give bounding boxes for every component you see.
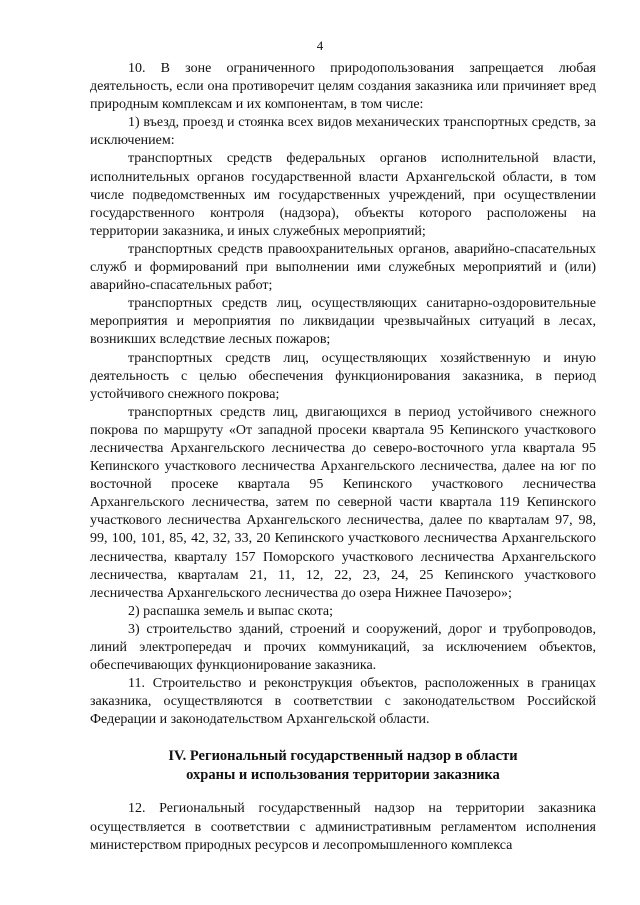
list-item-1: 1) въезд, проезд и стоянка всех видов механических транспортных средств, за исключением: [90, 115, 596, 149]
document-body [90, 60, 596, 855]
exception-economic-vehicles: транспортных средств лиц, осуществляющих хозяйственную и иную деятельность с целью обеспечения функционирования заказника, в период устойчивого снежного покрова; [90, 350, 596, 402]
list-item-2: 2) распашка земель и выпас скота; [128, 603, 334, 619]
exception-federal-vehicles: транспортных средств федеральных органов исполнительной власти, исполнительных органов государственной власти Архангельской области, в том числе подведомственных им государственных учреждений, при осуществлении государственного контроля (надзора), объекты которого расположены на территории заказника, и иных служебных мероприятий; [90, 151, 596, 239]
list-item-3: 3) строительство зданий, строений и сооружений, дорог и трубопроводов, линий электропередач и прочих коммуникаций, за исключением объектов, обеспечивающих функционирование заказника. [90, 621, 596, 674]
section-heading-line-2: охраны и использования территории заказника [186, 766, 500, 783]
exception-sanitary-vehicles: транспортных средств лиц, осуществляющих санитарно-оздоровительные мероприятия и мероприятия по ликвидации чрезвычайных ситуаций в лесах, возникших вследствие лесных пожаров; [90, 296, 596, 348]
section-heading [90, 747, 596, 784]
section-heading-line-1: IV. Региональный государственный надзор в области [168, 748, 518, 765]
exception-law-enforcement-vehicles: транспортных средств правоохранительных органов, аварийно-спасательных служб и формирований при выполнении ими служебных мероприятий и (или) аварийно-спасательных работ; [90, 241, 596, 294]
page-number: 4 [316, 38, 324, 53]
exception-route-vehicles: транспортных средств лиц, двигающихся в период устойчивого снежного покрова по маршруту «От западной просеки квартала 95 Кепинского участкового лесничества Архангельского лесничества до северо-восточного угла квартала 95 Кепинского участкового лесничества Архангельского лесничества, далее на юг по восточной просеке квартала 95 Кепинского участкового лесничества Архангельского лесничества, затем по северной части квартала 119 Кепинского участкового лесничества Архангельского лесничества, далее по кварталам 97, 98, 99, 100, 101, 85, 42, 32, 33, 20 Кепинского участкового лесничества Архангельского лесничества, кварталу 157 Поморского участкового лесничества Архангельского лесничества, кварталам 21, 11, 12, 22, 23, 24, 25 Кепинского участкового лесничества Архангельского лесничества до озера Нижнее Пачозеро»; [90, 404, 596, 601]
paragraph-11: 11. Строительство и реконструкция объектов, расположенных в границах заказника, осуществляются в соответствии с законодательством Российской Федерации и законодательством Архангельской области. [90, 676, 596, 728]
paragraph-12: 12. Региональный государственный надзор на территории заказника осуществляется в соответствии с административным регламентом исполнения министерством природных ресурсов и лесопромышленного комплекса [90, 801, 596, 853]
paragraph-10: 10. В зоне ограниченного природопользования запрещается любая деятельность, если она противоречит целям создания заказника или причиняет вред природным комплексам и их компонентам, в том числе: [90, 61, 596, 113]
